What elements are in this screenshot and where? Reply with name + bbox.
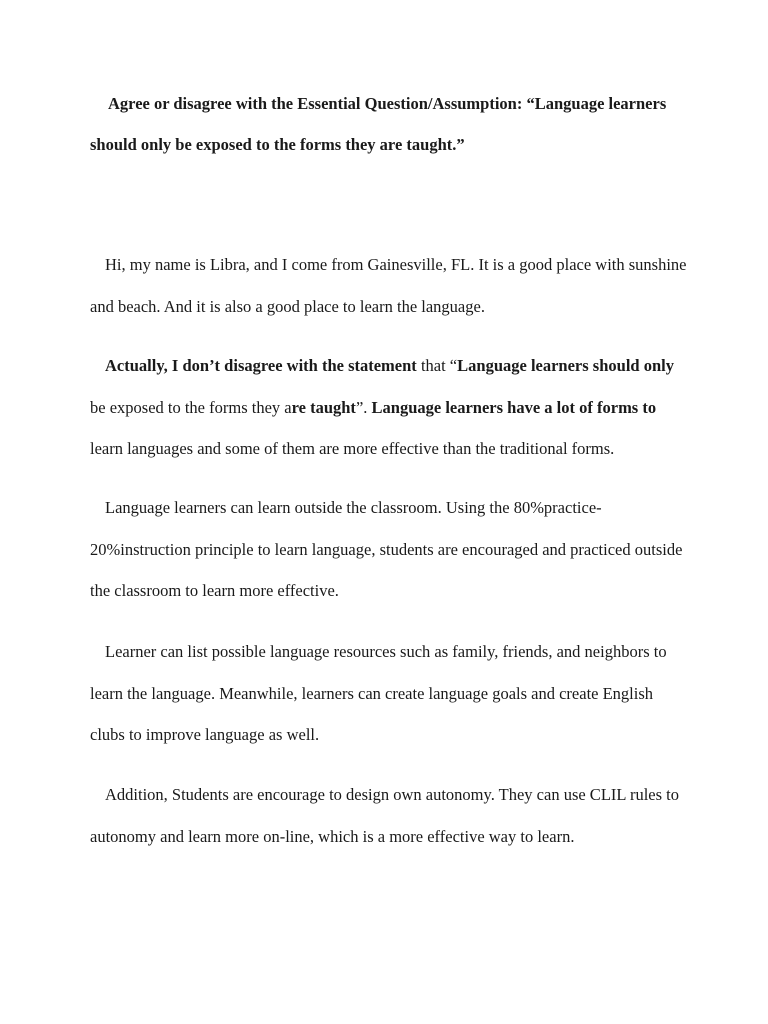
- essay-title: [90, 83, 690, 165]
- quote-bold-2: re taught: [291, 397, 356, 417]
- position-text-4: learn languages and some of them are more effective than the traditional forms.: [90, 439, 615, 458]
- position-text-1: that “: [416, 356, 458, 375]
- essay-title-text: Agree or disagree with the Essential Question/Assumption: “Language learners should only be exposed to the forms they are taught.”: [90, 94, 667, 154]
- paragraph-introduction-text: Hi, my name is Libra, and I come from Gainesville, FL. It is a good place with sunshine and beach. And it is also a good place to learn the language.: [90, 255, 687, 316]
- claim-bold: Language learners have a lot of forms to: [371, 397, 657, 417]
- paragraph-autonomy: [90, 774, 690, 857]
- paragraph-position: [90, 345, 690, 470]
- quote-bold-1: Language learners should only: [457, 356, 674, 375]
- paragraph-resources-text: Learner can list possible language resources such as family, friends, and neighbors to learn the language. Meanwhile, learners can create language goals and create English clubs to improve language as well.: [90, 642, 667, 744]
- paragraph-autonomy-text: Addition, Students are encourage to design own autonomy. They can use CLIL rules to autonomy and learn more on-line, which is a more effective way to learn.: [90, 785, 680, 846]
- paragraph-outside-classroom: [90, 487, 690, 612]
- paragraph-introduction: [90, 244, 690, 327]
- position-text-2: be exposed to the forms they a: [90, 397, 292, 417]
- position-text-3: ”.: [355, 397, 372, 417]
- paragraph-resources: [90, 631, 690, 756]
- paragraph-outside-classroom-text: Language learners can learn outside the classroom. Using the 80%practice-20%instruction principle to learn language, students are encouraged and practiced outside the classroom to learn more effective.: [90, 498, 683, 600]
- position-statement-bold: Actually, I don’t disagree with the statement: [105, 356, 417, 375]
